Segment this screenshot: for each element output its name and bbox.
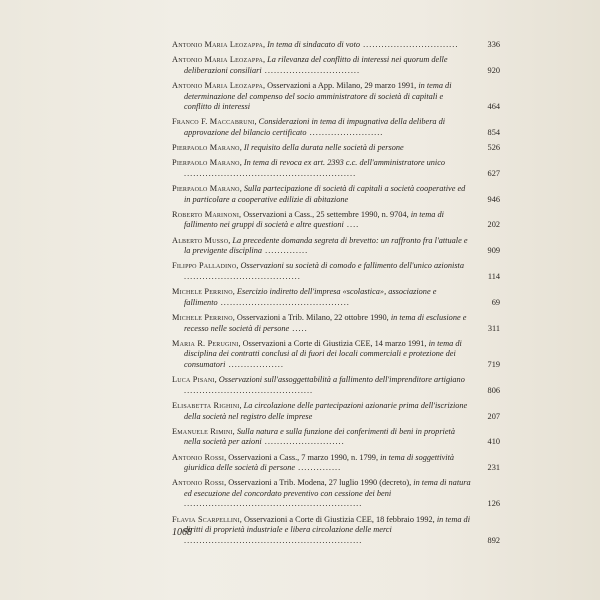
entry-text	[172, 158, 472, 179]
entry-text	[172, 210, 472, 231]
entry-text	[172, 184, 472, 205]
entry-title: in tema di fallimento nei gruppi di società e altre questioni	[184, 209, 444, 230]
entry-title: Osservazioni su società di comodo e fallimento dell'unico azionista	[240, 261, 464, 271]
index-entry	[172, 209, 500, 231]
entry-page-number: 207	[487, 411, 500, 421]
entry-title: in tema di natura ed esecuzione del concordato preventivo con cessione dei beni	[184, 478, 471, 498]
entry-author: Antonio Maria Leozappa	[172, 80, 263, 90]
entry-text	[172, 401, 472, 422]
entry-leader-dots: ..........................	[261, 437, 345, 447]
entry-citation: ,	[254, 117, 259, 127]
entry-author: Antonio Maria Leozappa	[172, 40, 263, 49]
entry-leader-dots: ..........................................................	[184, 535, 363, 545]
entry-text	[172, 143, 472, 154]
entry-citation: , Osservazioni a Corte di Giustizia CEE, 14 marzo 1991,	[238, 338, 429, 348]
entry-citation: ,	[239, 184, 244, 194]
entry-leader-dots: ....	[343, 220, 360, 230]
entry-page-number: 336	[487, 40, 500, 49]
entry-author: Emanuele Rimini	[172, 426, 233, 436]
entry-page-number: 719	[487, 359, 500, 369]
entry-author: Elisabetta Righini	[172, 400, 240, 410]
entry-author: Michele Perrino	[172, 287, 233, 297]
entry-page-number: 126	[487, 499, 500, 509]
index-entry	[172, 426, 500, 448]
entry-text	[172, 313, 472, 334]
entry-text	[172, 40, 472, 51]
entry-author: Franco F. Maccabruni	[172, 117, 255, 127]
entry-citation: , Osservazioni a Cass., 7 marzo 1990, n. 1799,	[224, 452, 381, 462]
entry-text	[172, 478, 472, 510]
entry-page-number: 854	[487, 127, 500, 137]
entry-author: Maria R. Perugini	[172, 338, 239, 348]
entry-title: in tema di esclusione e recesso nelle società di persone	[184, 313, 467, 333]
index-entry	[172, 514, 500, 547]
index-entry	[172, 400, 500, 422]
entry-title: in tema di determinazione del compenso del socio amministratore di società di capitali e conflitto di interessi	[184, 80, 452, 112]
entry-title: in tema di disciplina dei contratti conclusi al di fuori dei locali commerciali e protezione dei consumatori	[184, 338, 462, 369]
index-entry	[172, 143, 500, 154]
entry-author: Filippo Palladino	[172, 261, 237, 271]
index-entry	[172, 261, 500, 282]
entry-text	[172, 453, 472, 474]
entry-author: Luca Pisani	[172, 375, 215, 385]
entry-citation: ,	[263, 40, 268, 49]
index-entry	[172, 117, 500, 138]
entry-title: In tema di revoca ex art. 2393 c.c. dell'amministratore unico	[243, 158, 446, 168]
entry-citation: ,	[214, 375, 219, 385]
entry-title: Esercizio indiretto dell'impresa «scolastica», associazione e fallimento	[184, 287, 437, 307]
entry-author: Michele Perrino	[172, 313, 233, 322]
entry-citation: , Osservazioni a App. Milano, 29 marzo 1991,	[263, 80, 419, 90]
entry-title: In tema di sindacato di voto	[267, 40, 361, 49]
entry-text	[172, 287, 472, 308]
entry-text	[172, 339, 472, 371]
page-number: 1068	[172, 527, 192, 538]
index-entry	[172, 287, 500, 308]
entry-text	[172, 427, 472, 448]
entry-citation: ,	[263, 55, 268, 65]
entry-author: Flavia Scarpellini	[172, 514, 240, 524]
entry-author: Alberto Musso	[172, 235, 229, 245]
entry-citation: , Osservazioni a Corte di Giustizia CEE, 18 febbraio 1992,	[239, 514, 437, 524]
entry-page-number: 946	[487, 194, 500, 204]
entry-page-number: 920	[487, 65, 500, 75]
entry-title: La precedente domanda segreta di brevetto: un raffronto fra l'attuale e la previgente disciplina	[184, 235, 468, 256]
entry-author: Pierpaolo Marano	[172, 158, 240, 168]
entry-text	[172, 261, 472, 282]
entry-citation: ,	[239, 158, 244, 168]
entry-leader-dots: ..............	[262, 246, 309, 256]
entry-leader-dots: ...............................	[261, 65, 361, 75]
entry-title: in tema di soggettività giuridica delle società di persone	[184, 452, 455, 473]
index-entry	[172, 478, 500, 510]
entry-title: Sulla partecipazione di società di capitali a società cooperative ed in particolare a cooperative edilizie di abitazione	[184, 184, 466, 204]
entry-page-number: 231	[487, 463, 500, 473]
entry-page-number: 526	[487, 143, 500, 153]
entry-leader-dots: ........................	[306, 127, 384, 137]
index-entry	[172, 40, 500, 51]
entry-citation: ,	[239, 143, 244, 153]
index-entry	[172, 338, 500, 371]
index-entry	[172, 158, 500, 179]
index-entry	[172, 184, 500, 205]
entry-page-number: 311	[487, 323, 500, 333]
entry-text	[172, 236, 472, 257]
entry-author: Pierpaolo Marano	[172, 143, 240, 153]
entry-title: La circolazione delle partecipazioni azionarie prima dell'iscrizione della società nel registro delle imprese	[184, 400, 468, 421]
entry-title: Osservazioni sull'assoggettabilità a fallimento dell'imprenditore artigiano	[218, 375, 465, 385]
index-entry	[172, 375, 500, 396]
entry-page-number: 114	[487, 272, 500, 282]
entry-text	[172, 117, 472, 138]
entry-leader-dots: ..........................................	[217, 297, 350, 307]
entry-text	[172, 81, 472, 113]
entry-leader-dots: ..............	[295, 463, 342, 473]
entry-leader-dots: ...............................	[360, 40, 459, 49]
index-entry	[172, 452, 500, 474]
entry-citation: ,	[232, 426, 237, 436]
entry-title: Il requisito della durata nelle società di persone	[243, 143, 404, 153]
entry-page-number: 627	[487, 168, 500, 178]
index-list	[172, 40, 500, 551]
index-entry	[172, 313, 500, 334]
entry-title: La rilevanza del conflitto di interessi nei quorum delle deliberazioni consiliari	[184, 55, 448, 75]
entry-text	[172, 375, 472, 396]
entry-author: Antonio Rossi	[172, 452, 225, 462]
entry-citation: ,	[228, 235, 233, 245]
entry-citation: ,	[239, 400, 244, 410]
entry-page-number: 69	[491, 297, 500, 307]
entry-text	[172, 55, 472, 76]
entry-citation: , Osservazioni a Trib. Milano, 22 ottobre 1990,	[232, 313, 391, 322]
entry-author: Pierpaolo Marano	[172, 184, 240, 194]
entry-author: Antonio Rossi	[172, 478, 225, 488]
entry-page-number: 892	[487, 535, 500, 545]
entry-title: Sulla natura e sulla funzione dei conferimenti di beni in proprietà nella società per azioni	[184, 426, 455, 447]
entry-leader-dots: ........................................................	[184, 168, 357, 178]
entry-leader-dots: .....	[289, 323, 308, 333]
entry-leader-dots: ..........................................	[184, 385, 314, 395]
entry-page-number: 909	[487, 246, 500, 256]
entry-page-number: 410	[487, 437, 500, 447]
entry-title: in tema di diritti di proprietà industriale e libera circolazione delle merci	[184, 514, 470, 535]
entry-leader-dots: ......................................	[184, 272, 301, 282]
entry-citation: ,	[232, 287, 237, 297]
entry-page-number: 464	[487, 102, 500, 112]
entry-text	[172, 515, 472, 547]
entry-leader-dots: ..................	[225, 359, 284, 369]
entry-page-number: 202	[487, 220, 500, 230]
index-entry	[172, 55, 500, 76]
entry-citation: ,	[236, 261, 241, 271]
entry-page-number: 806	[487, 385, 500, 395]
entry-title: Considerazioni in tema di impugnativa della delibera di approvazione del bilancio certificato	[184, 117, 446, 137]
entry-author: Roberto Marinoni	[172, 209, 240, 219]
entry-leader-dots: ..........................................................	[184, 499, 363, 509]
entry-author: Antonio Maria Leozappa	[172, 55, 263, 65]
entry-citation: , Osservazioni a Cass., 25 settembre 1990, n. 9704,	[239, 209, 411, 219]
index-entry	[172, 235, 500, 257]
entry-citation: , Osservazioni a Trib. Modena, 27 luglio 1990 (decreto),	[224, 478, 414, 488]
index-entry	[172, 80, 500, 113]
